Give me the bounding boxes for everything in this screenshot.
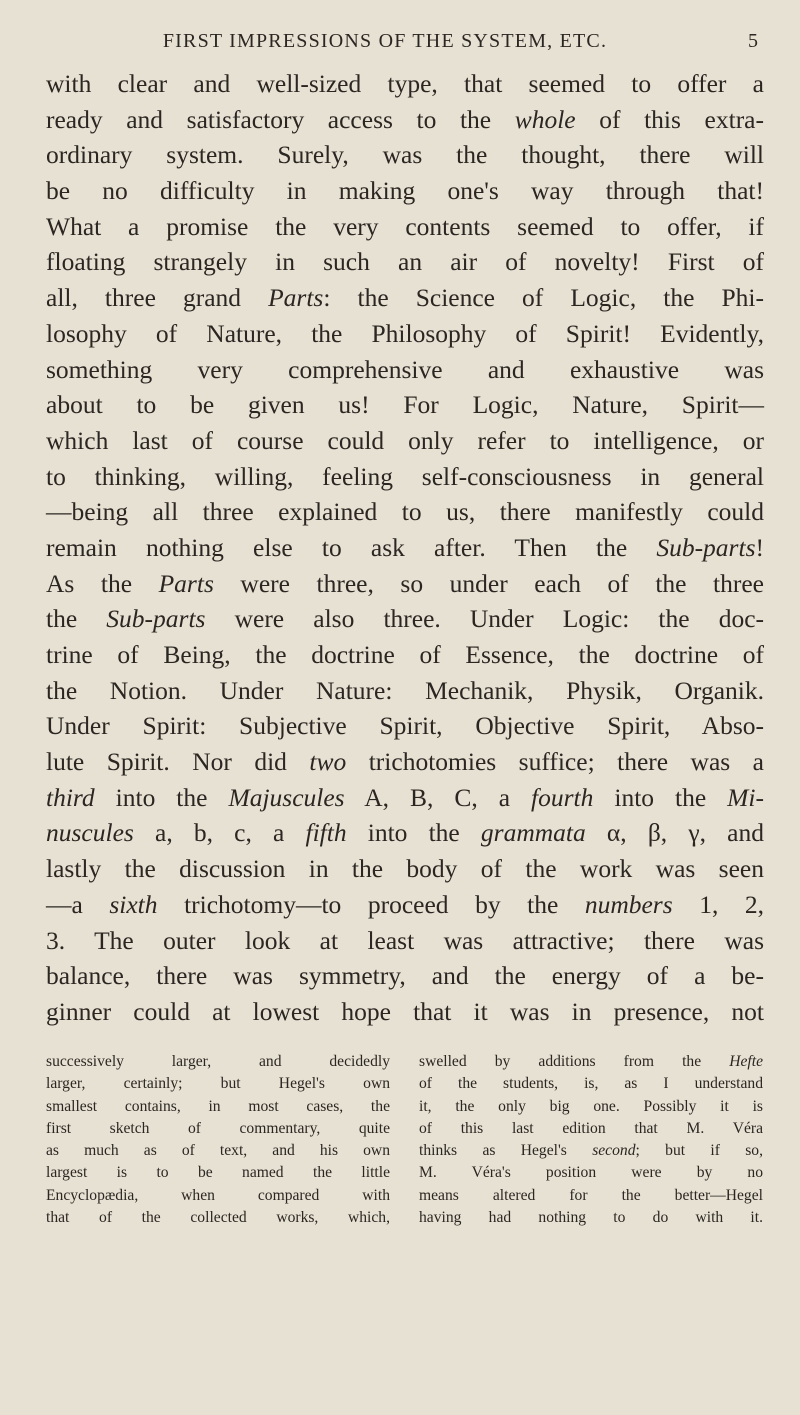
text-line: —being all three explained to us, there manifestly could	[46, 497, 764, 527]
footnote-line: successively larger, and decidedly	[46, 1053, 390, 1070]
footnote-line: as much as of text, and his own	[46, 1142, 390, 1160]
text-line: all, three grand Parts: the Science of Logic, the Phi-	[46, 283, 764, 313]
running-title: FIRST IMPRESSIONS OF THE SYSTEM, ETC.	[162, 30, 608, 52]
text-line: remain nothing else to ask after. Then the Sub-parts!	[46, 532, 764, 562]
text-line: to thinking, willing, feeling self-consciousness in general	[46, 461, 764, 491]
footnote-line: thinks as Hegel's second; but if so,	[419, 1142, 764, 1160]
footnote-right-column	[419, 1051, 763, 1229]
footnote-line: Encyclopædia, when compared with	[46, 1186, 390, 1204]
text-line: Under Spirit: Subjective Spirit, Objective Spirit, Abso-	[46, 711, 764, 741]
text-line: 3. The outer look at least was attractive; there was	[46, 925, 764, 955]
text-line: the Notion. Under Nature: Mechanik, Physik, Organik.	[46, 675, 764, 705]
footnote-line: of this last edition that M. Véra	[419, 1119, 763, 1137]
text-line: be no difficulty in making one's way through that!	[46, 176, 764, 206]
text-line: balance, there was symmetry, and the energy of a be-	[46, 961, 764, 991]
text-line: which last of course could only refer to intelligence, or	[46, 425, 764, 455]
main-text	[46, 66, 764, 1030]
text-line: —a sixth trichotomy—to proceed by the numbers 1, 2,	[46, 889, 764, 919]
text-line: floating strangely in such an air of novelty! First of	[46, 247, 764, 277]
footnote-line: largest is to be named the little	[46, 1164, 390, 1182]
footnote-line: swelled by additions from the Hefte	[419, 1053, 763, 1070]
text-line: ready and satisfactory access to the whole of this extra-	[46, 104, 764, 134]
text-line: something very comprehensive and exhaustive was	[46, 354, 764, 384]
footnote-line: M. Véra's position were by no	[419, 1164, 763, 1182]
text-line: lastly the discussion in the body of the work was seen	[46, 854, 764, 884]
footnote-line: larger, certainly; but Hegel's own	[46, 1075, 390, 1093]
text-line: the Sub-parts were also three. Under Logic: the doc-	[46, 604, 764, 634]
text-line: about to be given us! For Logic, Nature, Spirit—	[46, 390, 764, 420]
page-number: 5	[748, 30, 758, 52]
text-line: trine of Being, the doctrine of Essence, the doctrine of	[46, 640, 764, 669]
text-line: with clear and well-sized type, that seemed to offer a	[46, 69, 764, 98]
footnote-line: of the students, is, as I understand	[419, 1075, 763, 1093]
text-line: third into the Majuscules A, B, C, a fourth into the Mi-	[46, 782, 764, 812]
text-line: nuscules a, b, c, a fifth into the grammata α, β, γ, and	[46, 818, 764, 848]
footnote-line: it, the only big one. Possibly it is	[419, 1097, 763, 1115]
footnote-line: that of the collected works, which,	[46, 1209, 390, 1227]
footnote-line: first sketch of commentary, quite	[46, 1119, 390, 1137]
text-line: ordinary system. Surely, was the thought, there will	[46, 140, 764, 170]
footnote-line: having had nothing to do with it.	[419, 1209, 763, 1227]
text-line: As the Parts were three, so under each of the three	[46, 568, 764, 598]
text-line: losophy of Nature, the Philosophy of Spirit! Evidently,	[46, 318, 764, 348]
text-line: lute Spirit. Nor did two trichotomies suffice; there was a	[46, 747, 764, 777]
running-head	[40, 26, 760, 56]
text-line: ginner could at lowest hope that it was in presence, not	[46, 996, 764, 1026]
footnote-left-column	[46, 1051, 390, 1229]
footnote-line: smallest contains, in most cases, the	[46, 1097, 390, 1115]
text-line: What a promise the very contents seemed to offer, if	[46, 211, 764, 241]
footnote-line: means altered for the better—Hegel	[419, 1186, 763, 1204]
